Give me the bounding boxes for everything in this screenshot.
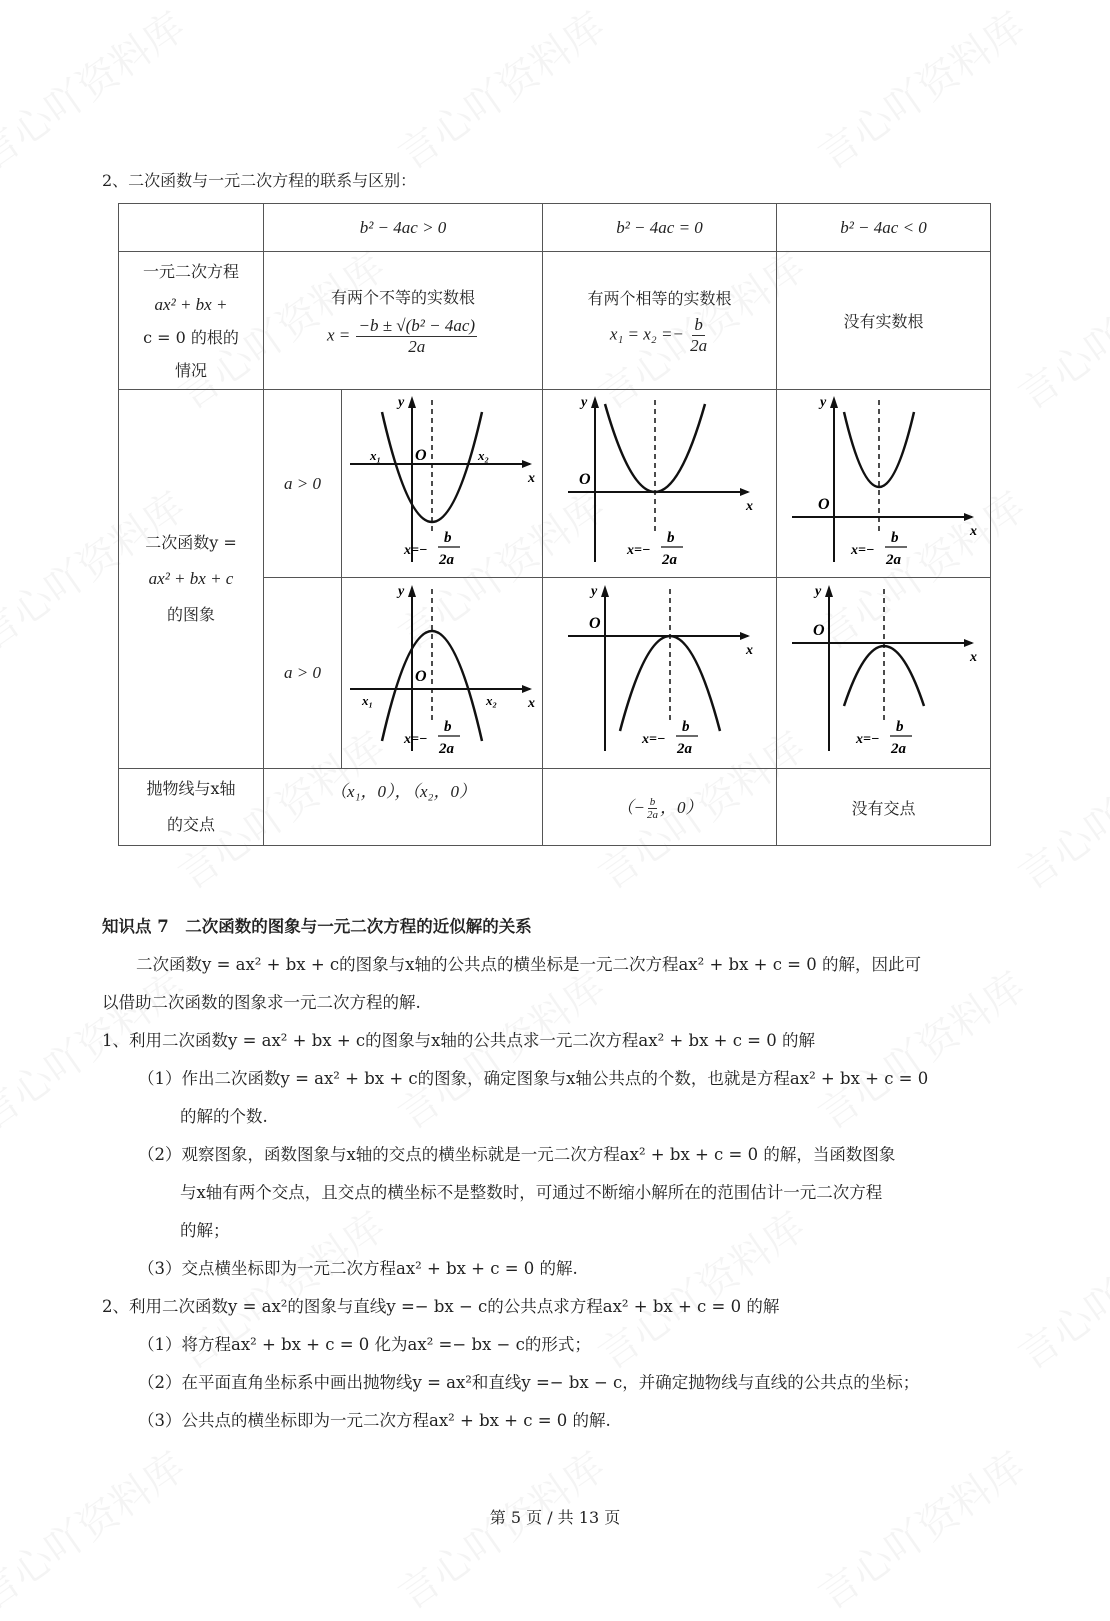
- step-line: 与x轴有两个交点，且交点的横坐标不是整数时，可通过不断缩小解所在的范围估计一元二次方程: [180, 1183, 883, 1202]
- formula-denominator: 2a: [690, 335, 708, 355]
- watermark-text: [805, 0, 1034, 181]
- axis-formula-numerator: b: [895, 719, 903, 735]
- table-row-roots: [119, 252, 991, 390]
- watermark-text: [1005, 716, 1110, 900]
- table-row-intersections: [119, 769, 991, 846]
- axis-formula-denominator: 2a: [439, 741, 454, 757]
- axis-formula-numerator: b: [681, 719, 689, 735]
- axis-formula-numerator: b: [890, 529, 898, 546]
- comparison-table: [118, 203, 991, 846]
- formula-numerator: b: [694, 314, 703, 334]
- section-heading: 2、二次函数与一元二次方程的联系与区别：: [102, 171, 417, 190]
- y-axis-arrow-icon: [591, 396, 599, 408]
- label-line: c = 0 的根的: [143, 327, 239, 347]
- axis-formula-label: x=−: [626, 542, 650, 558]
- axis-formula-label: x=−: [641, 732, 665, 747]
- x-label: x: [745, 643, 753, 658]
- axis-formula-denominator: 2a: [439, 551, 454, 568]
- intersections-positive: （x₁，0），（x₂，0）: [264, 769, 543, 846]
- axis-formula-denominator: 2a: [885, 551, 901, 568]
- condition-cell: a > 0: [264, 578, 342, 769]
- axis-formula-numerator: b: [444, 529, 452, 546]
- y-axis-arrow-icon: [408, 585, 416, 597]
- step-line: （3）交点横坐标即为一元二次方程ax² + bx + c = 0 的解.: [138, 1259, 578, 1278]
- graph-cell: [543, 578, 777, 769]
- y-label: y: [814, 584, 821, 599]
- step-line: （2）观察图象，函数图象与x轴的交点的横坐标就是一元二次方程ax² + bx + c = 0 的解，当函数图象: [138, 1145, 896, 1164]
- roots-negative-cell: 没有实数根: [777, 252, 991, 390]
- step-line: （1）作出二次函数y = ax² + bx + c的图象，确定图象与x轴公共点的个数，也就是方程ax² + bx + c = 0: [138, 1069, 929, 1088]
- page-footer: 第 5 页 / 共 13 页: [489, 1508, 621, 1527]
- label-line: ax² + bx + c: [148, 569, 234, 588]
- label-line: ax² + bx +: [154, 294, 228, 314]
- x-axis-arrow-icon: [740, 632, 750, 640]
- x-label: x: [745, 498, 753, 514]
- label-line: 情况: [174, 360, 207, 380]
- formula-denominator: 2a: [408, 336, 426, 356]
- fraction-denominator: 2a: [646, 809, 658, 822]
- y-label: y: [398, 394, 405, 410]
- fraction-numerator: b: [649, 796, 656, 809]
- x-axis-arrow-icon: [522, 685, 532, 693]
- step-line: （2）在平面直角坐标系中画出抛物线y = ax²和直线y =− bx − c，并确定抛物线与直线的公共点的坐标；: [138, 1373, 920, 1392]
- condition-cell: a > 0: [264, 390, 342, 578]
- double-root-formula: [543, 315, 776, 356]
- header-discriminant-positive: b² − 4ac > 0: [264, 204, 543, 252]
- intro-line: 以借助二次函数的图象求一元二次方程的解.: [102, 993, 421, 1012]
- y-label: y: [580, 394, 587, 410]
- roots-zero-text: 有两个相等的实数根: [587, 288, 732, 308]
- origin-label: O: [415, 668, 427, 685]
- axis-formula-numerator: b: [666, 529, 674, 546]
- watermark-text: [0, 1436, 195, 1620]
- watermark-text: [1005, 236, 1110, 420]
- parabola-graph: [784, 581, 984, 761]
- paren-close: ，0）: [659, 797, 703, 817]
- x-axis-arrow-icon: [522, 460, 532, 468]
- step-line: （3）公共点的横坐标即为一元二次方程ax² + bx + c = 0 的解.: [138, 1411, 611, 1430]
- graph-cell: [342, 390, 543, 578]
- graph-cell: [543, 390, 777, 578]
- label-line: 抛物线与x轴: [146, 779, 236, 798]
- watermark-text: [1005, 1196, 1110, 1380]
- axis-formula-denominator: 2a: [676, 741, 692, 757]
- axis-formula-label: x=−: [404, 542, 428, 558]
- label-line: 一元二次方程: [142, 261, 239, 281]
- origin-label: O: [588, 615, 601, 632]
- x-label: x: [969, 523, 977, 539]
- graph-cell: [777, 578, 991, 769]
- x-label: x: [969, 650, 977, 665]
- intersections-negative: 没有交点: [777, 769, 991, 846]
- label-line: 的交点: [166, 815, 215, 834]
- intro-line: 二次函数y = ax² + bx + c的图象与x轴的公共点的横坐标是一元二次方程ax² + bx + c = 0 的解，因此可: [136, 955, 921, 974]
- y-axis-arrow-icon: [601, 585, 609, 597]
- axis-formula-label: x=−: [850, 542, 874, 558]
- watermark-text: [0, 0, 195, 181]
- axis-formula-denominator: 2a: [661, 551, 677, 568]
- axis-formula-label: x=−: [404, 732, 428, 747]
- parabola-graph: [342, 581, 542, 761]
- origin-label: O: [812, 622, 825, 639]
- parabola-graph: [784, 392, 984, 572]
- origin-label: O: [415, 446, 427, 464]
- watermark-text: [385, 1436, 614, 1620]
- quadratic-formula: [264, 316, 542, 357]
- formula-lhs: x =: [326, 324, 351, 344]
- y-label: y: [819, 394, 826, 410]
- origin-label: O: [817, 495, 830, 513]
- header-discriminant-negative: b² − 4ac < 0: [777, 204, 991, 252]
- x-label: x: [528, 696, 535, 711]
- roots-positive-cell: [264, 252, 543, 390]
- parabola-graph: [560, 581, 760, 761]
- step-line: 的解的个数.: [180, 1107, 268, 1126]
- y-axis-arrow-icon: [825, 585, 833, 597]
- watermark-text: [385, 0, 614, 181]
- row-label-roots: [119, 252, 264, 390]
- y-label: y: [398, 584, 405, 599]
- x-label: x: [528, 470, 535, 486]
- label-line: 的图象: [166, 605, 215, 624]
- step-line: 的解；: [180, 1221, 230, 1240]
- table-header-row: [119, 204, 991, 252]
- step-line: （1）将方程ax² + bx + c = 0 化为ax² =− bx − c的形式；: [138, 1335, 591, 1354]
- row-label-graph: [119, 390, 264, 769]
- intersections-zero: [543, 769, 777, 846]
- x-axis-arrow-icon: [964, 639, 974, 647]
- parabola-graph: [560, 392, 760, 572]
- y-axis-arrow-icon: [408, 396, 416, 408]
- label-line: 二次函数y =: [145, 533, 237, 552]
- formula-numerator: −b ± √(b² − 4ac): [358, 315, 476, 335]
- knowledge-point-7: [102, 908, 1012, 1440]
- watermark-text: [805, 1436, 1034, 1620]
- root-x2-label: x₂: [478, 447, 490, 463]
- x-axis-arrow-icon: [964, 513, 974, 521]
- origin-label: O: [578, 470, 591, 488]
- header-discriminant-zero: b² − 4ac = 0: [543, 204, 777, 252]
- roots-positive-text: 有两个不等的实数根: [330, 287, 475, 307]
- root-x1-label: x₁: [362, 693, 374, 708]
- root-x1-label: x₁: [370, 447, 382, 463]
- axis-formula-denominator: 2a: [890, 741, 906, 757]
- paren-open: （−: [616, 797, 645, 817]
- root-x2-label: x₂: [486, 693, 498, 708]
- row-label-intersections: [119, 769, 264, 846]
- y-label: y: [590, 584, 597, 599]
- formula-lhs: x₁ = x₂ =−: [609, 323, 684, 343]
- method-2-title: 2、利用二次函数y = ax²的图象与直线y =− bx − c的公共点求方程ax² + bx + c = 0 的解: [102, 1297, 780, 1316]
- axis-formula-numerator: b: [444, 719, 452, 735]
- y-axis-arrow-icon: [830, 396, 838, 408]
- method-1-title: 1、利用二次函数y = ax² + bx + c的图象与x轴的公共点求一元二次方程ax² + bx + c = 0 的解: [102, 1031, 815, 1050]
- x-axis-arrow-icon: [740, 488, 750, 496]
- graph-cell: [342, 578, 543, 769]
- header-empty: [119, 204, 264, 252]
- roots-zero-cell: [543, 252, 777, 390]
- table-row-graph-a-pos: [119, 390, 991, 578]
- graph-cell: [777, 390, 991, 578]
- parabola-graph: [342, 392, 542, 572]
- axis-formula-label: x=−: [855, 732, 879, 747]
- knowledge-title: 知识点 7 二次函数的图象与一元二次方程的近似解的关系: [102, 917, 532, 936]
